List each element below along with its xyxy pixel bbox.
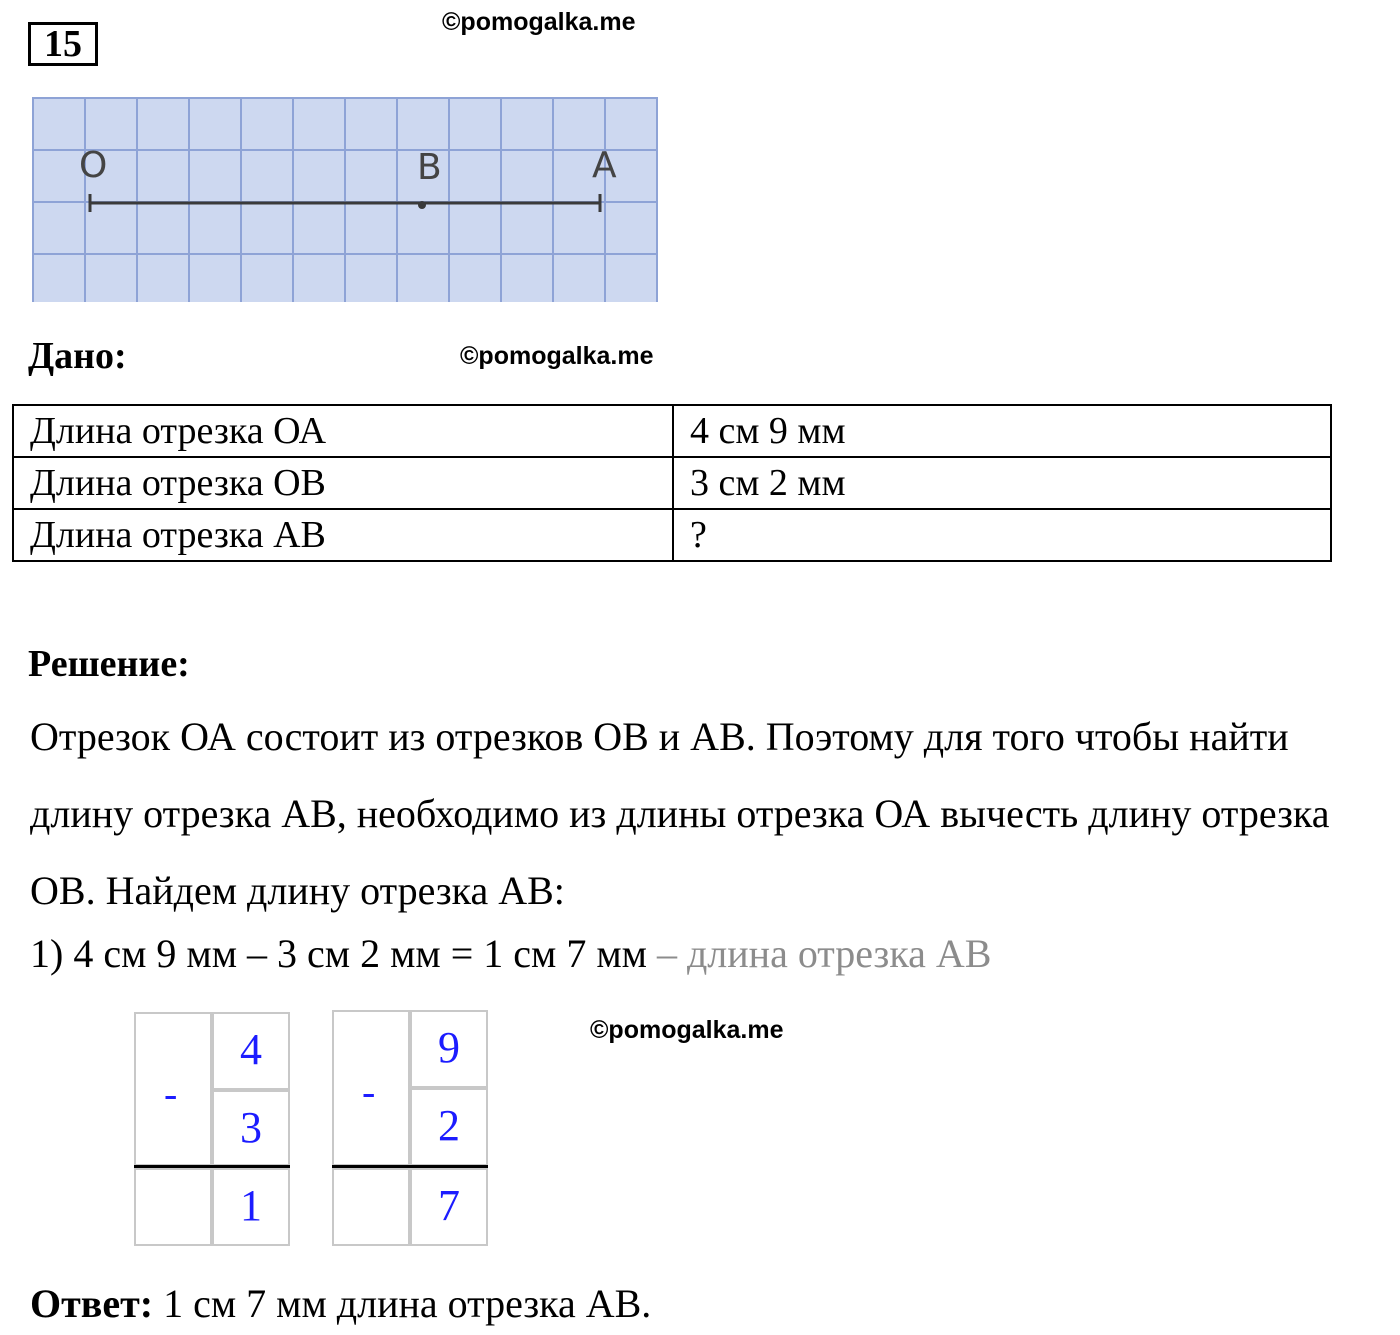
- minus-sign: -: [362, 1069, 376, 1114]
- empty-cell: [332, 1168, 410, 1246]
- step-note: – длина отрезка АВ: [646, 931, 992, 976]
- given-value: 4 см 9 мм: [673, 405, 1331, 457]
- segment-figure: [32, 97, 658, 302]
- table-row: [13, 509, 1331, 561]
- answer-line: [30, 1280, 651, 1327]
- column-subtraction-cm: [134, 1010, 290, 1246]
- segment-drawing: [32, 97, 658, 302]
- watermark-middle: ©pomogalka.me: [460, 342, 654, 370]
- result-bar: [332, 1165, 488, 1168]
- given-label: Длина отрезка ОВ: [13, 457, 673, 509]
- step-expression: 1) 4 см 9 мм – 3 см 2 мм = 1 см 7 мм: [30, 931, 647, 976]
- table-row: [13, 405, 1331, 457]
- solution-heading: Решение:: [28, 643, 190, 685]
- solution-step: [30, 930, 991, 977]
- given-heading: Дано:: [28, 335, 127, 377]
- answer-label: Ответ:: [30, 1281, 154, 1326]
- minuend-digit: 9: [410, 1010, 488, 1088]
- given-table: [12, 404, 1332, 562]
- minuend-digit: 4: [212, 1012, 290, 1090]
- result-bar: [134, 1165, 290, 1168]
- problem-number: 15: [28, 22, 98, 66]
- empty-cell: [134, 1168, 212, 1246]
- subtrahend-digit: 2: [410, 1088, 488, 1166]
- point-a-label: A: [592, 145, 617, 186]
- watermark-top: ©pomogalka.me: [442, 8, 636, 36]
- given-value: 3 см 2 мм: [673, 457, 1331, 509]
- point-b-label: B: [417, 147, 442, 188]
- minus-sign: -: [164, 1071, 178, 1116]
- point-o-label: O: [79, 145, 108, 186]
- solution-text: Отрезок ОА состоит из отрезков ОВ и АВ. Поэтому для того чтобы найти длину отрезка АВ, необходимо из длины отрезка ОА вычесть длину отрезка ОВ. Найдем длину отрезка АВ:: [30, 714, 1330, 913]
- column-subtraction-mm: [332, 1010, 488, 1246]
- table-row: [13, 457, 1331, 509]
- given-value: ?: [673, 509, 1331, 561]
- subtrahend-digit: 3: [212, 1090, 290, 1166]
- point-b-dot: [418, 201, 426, 209]
- answer-text: 1 см 7 мм длина отрезка АВ.: [153, 1281, 652, 1326]
- given-label: Длина отрезка АВ: [13, 509, 673, 561]
- given-label: Длина отрезка ОА: [13, 405, 673, 457]
- result-digit: 7: [410, 1168, 488, 1246]
- result-digit: 1: [212, 1168, 290, 1246]
- watermark-bottom: ©pomogalka.me: [590, 1016, 784, 1044]
